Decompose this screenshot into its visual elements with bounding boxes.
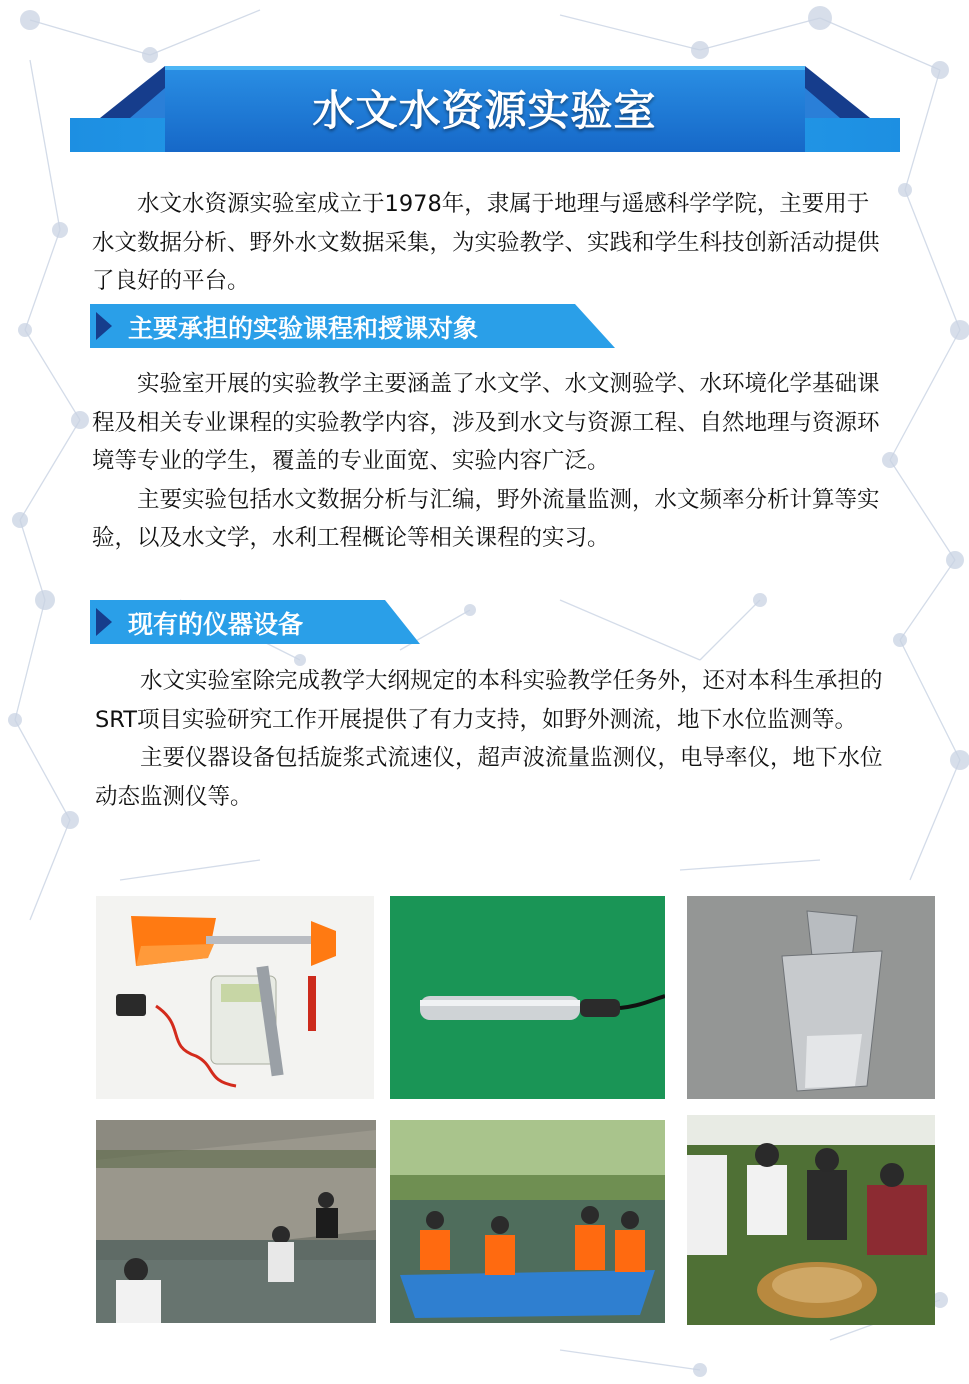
- equipment-text-1: 水文实验室除完成教学大纲规定的本科实验教学任务外，还对本科生承担的SRT项目实验研究工作开展提供了有力支持，如野外测流，地下水位监测等。: [95, 668, 883, 733]
- photo-conductivity-probe: [390, 896, 665, 1099]
- section-heading-courses: [90, 304, 615, 348]
- intro-text: 水文水资源实验室成立于1978年，隶属于地理与遥感科学学院，主要用于水文数据分析、野外水文数据采集，为实验教学、实践和学生科技创新活动提供了良好的平台。: [92, 191, 880, 294]
- equipment-text-2: 主要仪器设备包括旋浆式流速仪，超声波流量监测仪，电导率仪，地下水位动态监测仪等。: [95, 745, 883, 810]
- photo-field-flow-measurement: [96, 1120, 376, 1323]
- equipment-paragraphs: [95, 662, 885, 816]
- courses-text-1: 实验室开展的实验教学主要涵盖了水文学、水文测验学、水环境化学基础课程及相关专业课程的实验教学内容，涉及到水文与资源工程、自然地理与资源环境等专业的学生，覆盖的专业面宽、实验内容广泛。: [92, 371, 880, 474]
- section-heading-label: 现有的仪器设备: [128, 610, 304, 639]
- section-heading-label: 主要承担的实验课程和授课对象: [128, 314, 479, 343]
- photo-flow-weir: [687, 896, 935, 1099]
- photo-current-meter-kit: [96, 896, 374, 1099]
- photo-boat-survey: [390, 1120, 665, 1323]
- section-heading-equipment: [90, 600, 420, 644]
- courses-text-2: 主要实验包括水文数据分析与汇编，野外流量监测，水文频率分析计算等实验，以及水文学，水利工程概论等相关课程的实习。: [92, 486, 880, 551]
- page-title: 水文水资源实验室: [312, 86, 657, 135]
- photo-groundwater-monitoring: [687, 1115, 935, 1325]
- courses-paragraphs: [92, 365, 882, 558]
- intro-paragraph: [92, 185, 882, 301]
